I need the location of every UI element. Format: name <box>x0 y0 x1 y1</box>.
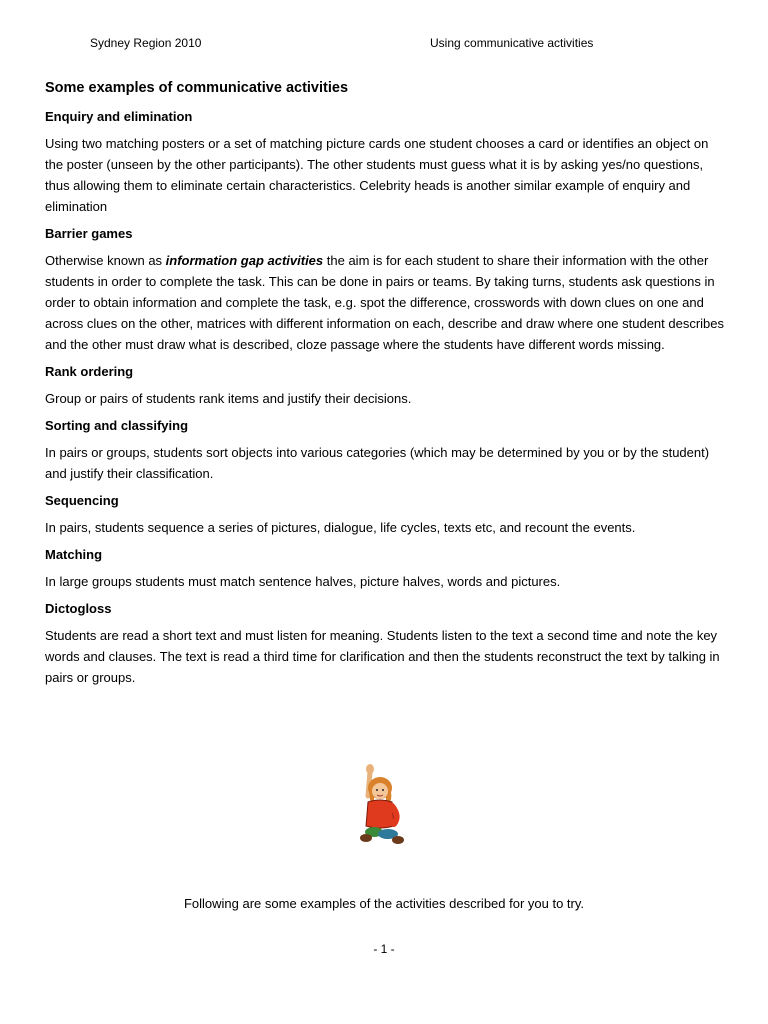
section-body-barrier <box>45 250 725 355</box>
barrier-prefix: Otherwise known as <box>45 253 166 268</box>
document-body <box>45 78 725 696</box>
barrier-emphasis: information gap activities <box>165 253 324 268</box>
section-body-sequencing: In pairs, students sequence a series of pictures, dialogue, life cycles, texts etc, and recount the events. <box>45 520 636 535</box>
section-heading-dictogloss: Dictogloss <box>45 601 112 616</box>
section-heading-sequencing: Sequencing <box>45 493 119 508</box>
section-heading-sorting: Sorting and classifying <box>45 418 189 433</box>
section-heading-enquiry: Enquiry and elimination <box>45 109 193 124</box>
page-number: - 1 - <box>373 942 395 956</box>
section-heading-barrier: Barrier games <box>45 226 133 241</box>
header-left: Sydney Region 2010 <box>90 36 202 50</box>
section-heading-rank: Rank ordering <box>45 364 134 379</box>
page-header <box>90 36 648 52</box>
section-body-matching: In large groups students must match sentence halves, picture halves, words and pictures. <box>45 574 561 589</box>
barrier-text: the aim is for each student to share their information with the other students in order to complete the task. This can be done in pairs or teams. By taking turns, students ask questions in order to obtain information and complete the task, e.g. spot the difference, crosswords with down clues on one and across clues on the other, matrices with different information on each, describe and draw where one student describes and the other must draw what is described, cloze passage where the students have different words missing. <box>45 253 725 352</box>
section-heading-matching: Matching <box>45 547 103 562</box>
section-body-sorting: In pairs or groups, students sort objects into various categories (which may be determined by you or by the student) and justify their classification. <box>45 445 710 481</box>
section-body-enquiry: Using two matching posters or a set of matching picture cards one student chooses a card or identifies an object on the poster (unseen by the other participants). The other students must guess what it is by asking yes/no questions, thus allowing them to eliminate certain characteristics. Celebrity heads is another similar example of enquiry and elimination <box>45 136 709 214</box>
page-title: Some examples of communicative activities <box>45 80 349 96</box>
section-body-rank: Group or pairs of students rank items and justify their decisions. <box>45 391 412 406</box>
header-right: Using communicative activities <box>430 36 594 50</box>
child-raising-hand-icon <box>354 762 410 852</box>
closing-line: Following are some examples of the activities described for you to try. <box>183 896 585 911</box>
section-body-dictogloss: Students are read a short text and must listen for meaning. Students listen to the text a second time and note the key words and clauses. The text is read a third time for clarification and then the students reconstruct the text by talking in pairs or groups. <box>45 628 720 685</box>
